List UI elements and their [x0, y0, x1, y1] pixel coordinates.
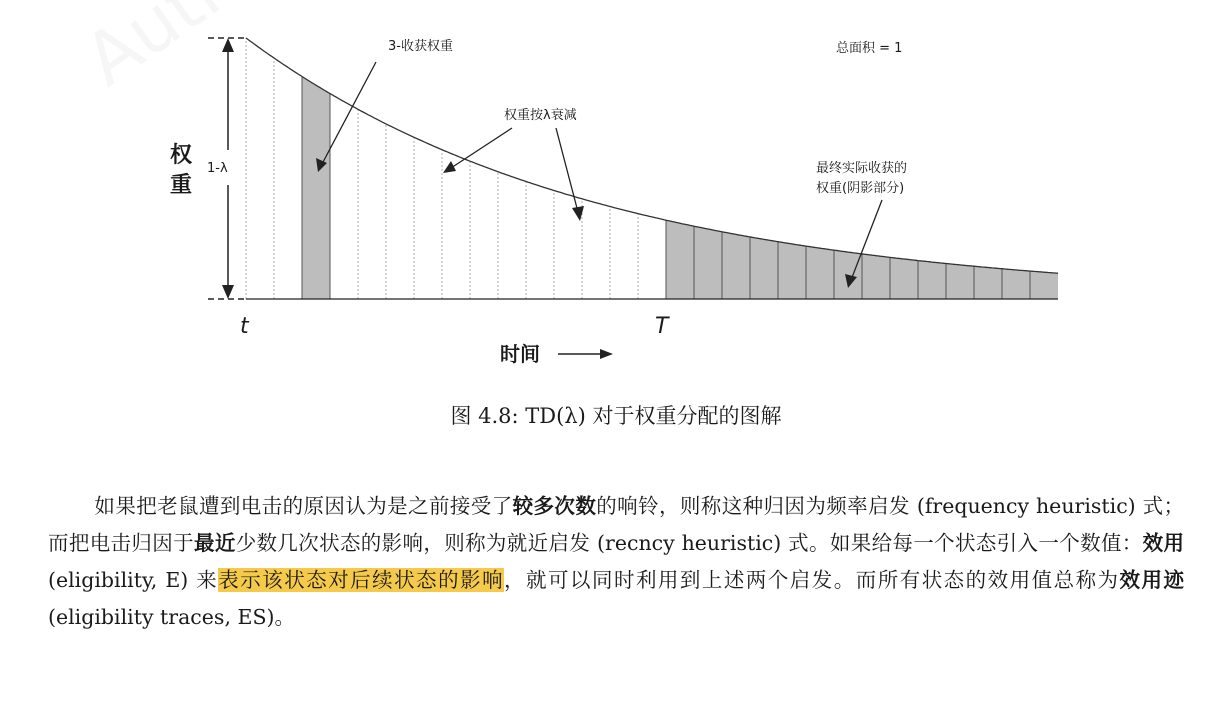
pointer-decay-left: [451, 128, 512, 168]
shaded-weight-bar: [834, 250, 862, 299]
shaded-weight-bar: [890, 257, 918, 299]
text-1: 如果把老鼠遭到电击的原因认为是之前接受了: [94, 494, 513, 518]
text-3: 少数几次状态的影响，则称为就近启发 (recncy heuristic) 式。如果给每一个状态引入一个数值：: [235, 531, 1143, 555]
shaded-weight-bar: [946, 264, 974, 300]
x-label-T: T: [655, 314, 669, 339]
shaded-weight-bar: [974, 266, 1002, 299]
text-5: ，就可以同时利用到上述两个启发。而所有状态的效用值总称为: [504, 568, 1120, 592]
text-2: 的响铃，则称这种归因为频率启发 (frequency heuristic) 式；而把电击归因于: [48, 494, 1185, 555]
bold-eligibility: 效用: [1142, 531, 1185, 555]
bold-eligibility-traces: 效用迹: [1119, 568, 1185, 592]
shaded-weight-bar: [302, 77, 330, 300]
shaded-weight-bar: [694, 226, 722, 299]
figure-caption: 图 4.8: TD(λ) 对于权重分配的图解: [450, 404, 782, 428]
shaded-weight-bar: [862, 254, 890, 299]
shaded-weight-bar: [778, 242, 806, 299]
shaded-weight-bar: [666, 220, 694, 299]
shaded-weight-bar: [722, 232, 750, 299]
shaded-weight-bar: [1002, 269, 1030, 299]
x-axis-label: 时间: [500, 342, 540, 366]
decay-curve: [246, 38, 1058, 273]
annotation-total-area: 总面积 = 1: [836, 41, 903, 56]
pointer-decay-left-head: [443, 161, 456, 173]
shaded-weight-bar: [750, 237, 778, 299]
annotation-actual-2: 权重(阴影部分): [816, 181, 905, 196]
height-arrow-head-up: [222, 38, 234, 52]
shaded-weight-bar: [806, 246, 834, 299]
x-label-t: t: [240, 314, 249, 339]
bold-more-times: 较多次数: [512, 494, 597, 518]
time-arrow-head: [600, 349, 613, 359]
y-axis-label-1: 权: [170, 143, 193, 168]
annotation-three-step: 3-收获权重: [388, 39, 453, 54]
shaded-weight-bar: [918, 261, 946, 299]
annotation-decay: 权重按λ衰减: [504, 108, 577, 123]
shaded-weight-bar: [1030, 271, 1058, 299]
bold-recent: 最近: [193, 531, 236, 555]
height-arrow-head-down: [222, 285, 234, 299]
text-4: (eligibility, E) 来: [48, 568, 219, 592]
annotation-actual-1: 最终实际收获的: [816, 161, 908, 176]
height-label: 1-λ: [207, 161, 228, 176]
text-6: (eligibility traces, ES)。: [48, 605, 295, 629]
body-paragraph: [48, 488, 1184, 636]
y-axis-label-2: 重: [170, 173, 193, 198]
pointer-decay-right: [556, 128, 578, 212]
highlight-influence: 表示该状态对后续状态的影响: [218, 568, 505, 592]
